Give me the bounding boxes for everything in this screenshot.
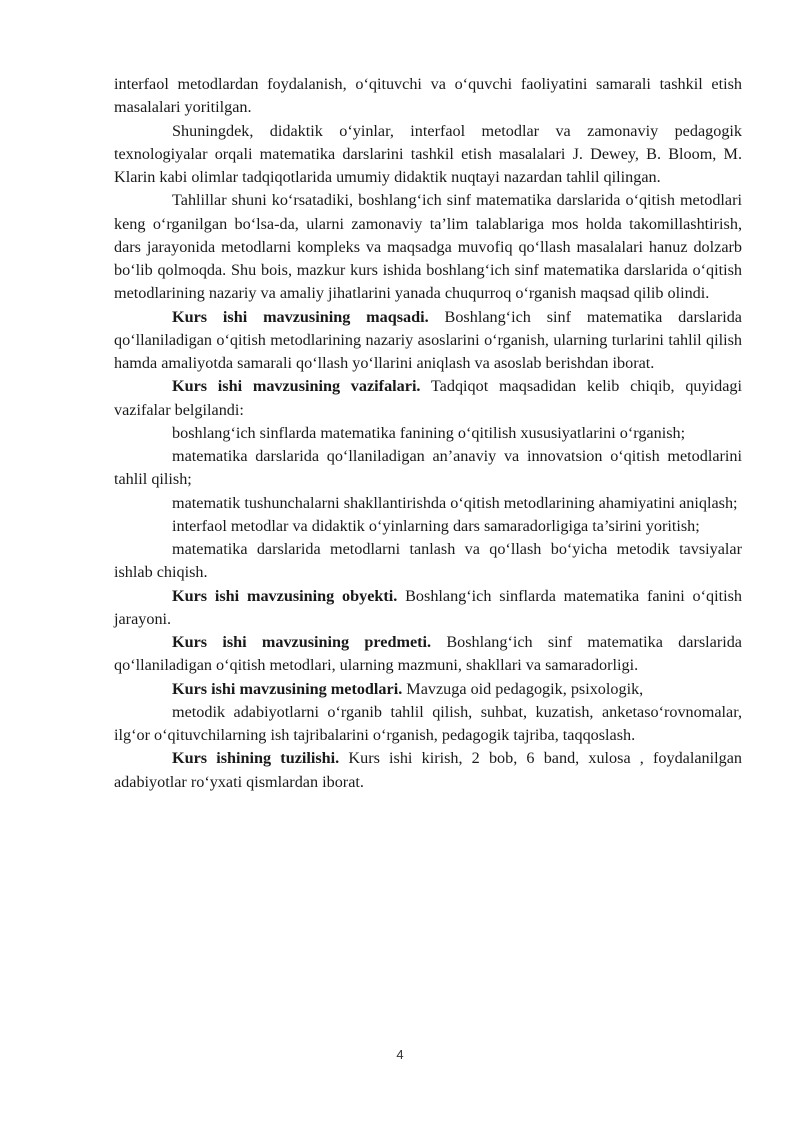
task-item bbox=[114, 445, 742, 492]
paragraph bbox=[114, 701, 742, 748]
section-lead-object: Kurs ishi mavzusining obyekti. bbox=[172, 586, 398, 605]
section-lead-structure: Kurs ishining tuzilishi. bbox=[172, 749, 340, 768]
task-item bbox=[114, 515, 742, 538]
task-item-text: interfaol metodlar va didaktik o‘yinlarning dars samaradorligiga ta’sirini yoritish; bbox=[172, 516, 700, 535]
paragraph-text: Shuningdek, didaktik o‘yinlar, interfaol metodlar va zamonaviy pedagogik texnologiyalar orqali matematika darslarini tashkil etish masalalari J. Dewey, B. Bloom, M. Klarin kabi olimlar tadqiqotlarida umumiy didaktik nuqtayi nazardan tahlil qilingan. bbox=[114, 121, 742, 186]
paragraph-object bbox=[114, 585, 742, 632]
section-lead-subject: Kurs ishi mavzusining predmeti. bbox=[172, 633, 432, 651]
paragraph-text: Boshlang‘ich sinf matematika darslarida qo‘llaniladigan o‘qitish metodlari, ularning mazmuni, shakllari va samaradorligi. bbox=[114, 633, 742, 675]
task-item-text: matematika darslarida qo‘llaniladigan an’anaviy va innovatsion o‘qitish metodlarini tahlil qilish; bbox=[114, 447, 742, 489]
paragraph-text: interfaol metodlardan foydalanish, o‘qituvchi va o‘quvchi faoliyatini samarali tashkil etish masalalari yoritilgan. bbox=[114, 75, 742, 117]
task-item-text: boshlang‘ich sinflarda matematika fanining o‘qitilish xususiyatlarini o‘rganish; bbox=[172, 423, 686, 442]
paragraph-text: Boshlang‘ich sinf matematika darslarida qo‘llaniladigan o‘qitish metodlarining nazariy asoslarini o‘rganish, ularning turlarini tahlil qilish hamda amaliyotda samarali qo‘llash yo‘llarini aniqlash va asoslab berishdan iborat. bbox=[114, 307, 742, 372]
paragraph-subject bbox=[114, 631, 742, 678]
paragraph bbox=[114, 120, 742, 190]
task-item-text: matematik tushunchalarni shakllantirishda o‘qitish metodlarining ahamiyatini aniqlash; bbox=[172, 493, 738, 512]
paragraph-text: Kurs ishi kirish, 2 bob, 6 band, xulosa , foydalanilgan adabiyotlar ro‘yxati qismlardan iborat. bbox=[114, 749, 743, 791]
task-item bbox=[114, 538, 742, 585]
paragraph-goal bbox=[114, 306, 742, 376]
task-item bbox=[114, 492, 742, 515]
document-page bbox=[114, 73, 742, 794]
paragraph bbox=[114, 73, 742, 120]
paragraph-text: metodik adabiyotlarni o‘rganib tahlil qilish, suhbat, kuzatish, anketaso‘rovnomalar, ilg‘or o‘qituvchilarning ish tajribalarini o‘rganish, pedagogik tajriba, taqqoslash. bbox=[114, 702, 742, 744]
paragraph-text: Mavzuga oid pedagogik, psixologik, bbox=[406, 679, 644, 698]
section-lead-goal: Kurs ishi mavzusining maqsadi. bbox=[172, 307, 429, 326]
task-item bbox=[114, 422, 742, 445]
section-lead-tasks: Kurs ishi mavzusining vazifalari. bbox=[172, 377, 421, 396]
paragraph bbox=[114, 189, 742, 305]
paragraph-text: Tahlillar shuni ko‘rsatadiki, boshlang‘ich sinf matematika darslarida o‘qitish metodlari keng o‘rganilgan bo‘lsa-da, ularni zamonaviy ta’lim talablariga mos holda takomillashtirish, dars jarayonida metodlarni kompleks va maqsadga muvofiq qo‘llash masalalari hanuz dolzarb bo‘lib qolmoqda. Shu bois, mazkur kurs ishida boshlang‘ich sinf matematika darslarida o‘qitish metodlarining nazariy va amaliy jihatlarini yanada chuqurroq o‘rganish maqsad qilib olindi. bbox=[114, 191, 742, 303]
paragraph-text: Boshlang‘ich sinflarda matematika fanini o‘qitish jarayoni. bbox=[114, 586, 742, 628]
paragraph-structure bbox=[114, 747, 742, 794]
paragraph-tasks bbox=[114, 375, 742, 422]
paragraph-text: Tadqiqot maqsadidan kelib chiqib, quyidagi vazifalar belgilandi: bbox=[114, 377, 742, 419]
task-item-text: matematika darslarida metodlarni tanlash va qo‘llash bo‘yicha metodik tavsiyalar ishlab chiqish. bbox=[114, 540, 742, 582]
section-lead-methods: Kurs ishi mavzusining metodlari. bbox=[172, 679, 403, 698]
paragraph-methods bbox=[114, 678, 742, 701]
page-number: 4 bbox=[396, 1047, 404, 1062]
